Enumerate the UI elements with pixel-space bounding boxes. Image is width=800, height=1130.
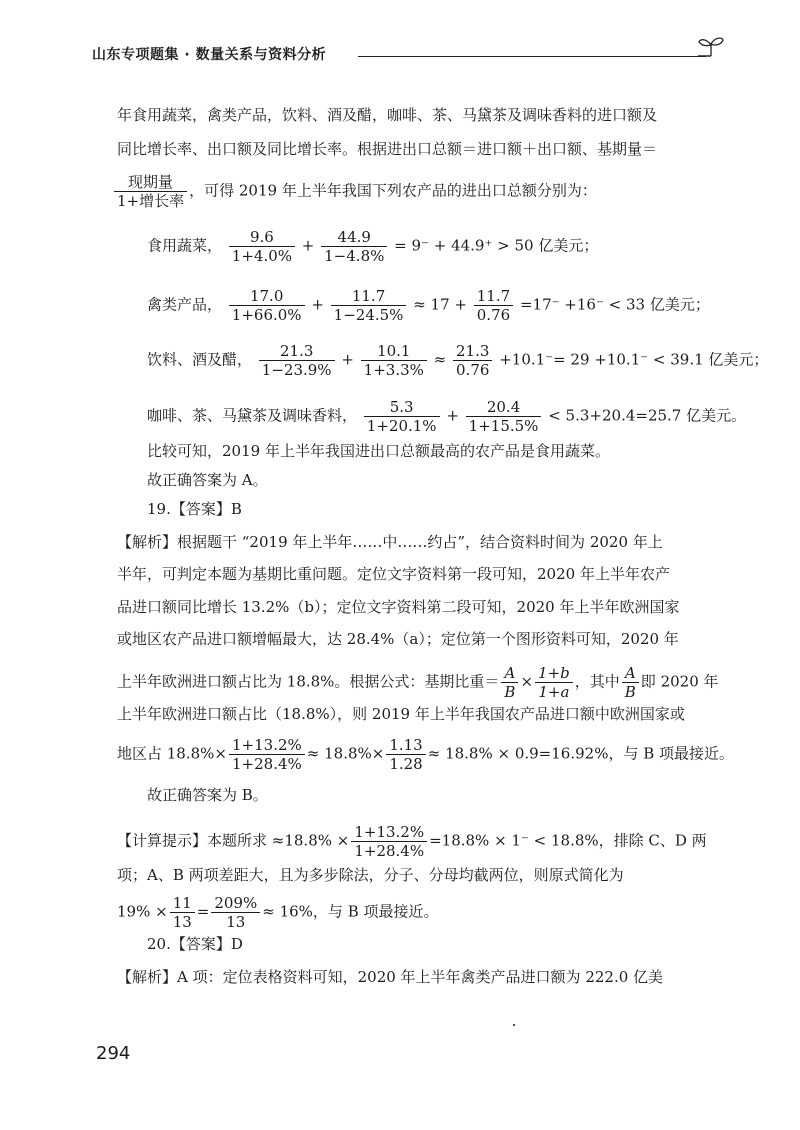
fraction: $\frac{\text{现期量}}{\text{1+增长率}}$ — [114, 173, 187, 210]
answer-line: 故正确答案为 B。 — [147, 786, 268, 804]
paragraph-line: 半年，可判定本题为基期比重问题。定位文字资料第一段可知，2020 年上半年农产 — [117, 565, 670, 583]
formula-vegetables: 食用蔬菜， $\frac{9.6}{1+4.0\%}$ + $\frac{44.9}{1-4.8\%}$ = 9⁻ + 44.9⁺ > 50 亿美元； — [147, 228, 599, 265]
paragraph-line: 上半年欧洲进口额占比（18.8%），则 2019 年上半年我国农产品进口额中欧洲国家或 — [117, 705, 685, 723]
paragraph-line: 同比增长率、出口额及同比增长率。根据进出口总额＝进口额＋出口额、基期量＝ — [117, 140, 658, 158]
paragraph-line: 比较可知，2019 年上半年我国进出口总额最高的农产品是食用蔬菜。 — [147, 442, 610, 460]
calc-tip-formula: 19% × $\frac{11}{13}$ = $\frac{209\%}{13}$ ≈ 16%，与 B 项最接近。 — [117, 894, 439, 931]
scan-speck — [513, 1024, 515, 1026]
formula-poultry: 禽类产品， $\frac{17.0}{1+66.0\%}$ + $\frac{11.7}{1-24.5\%}$ ≈ 17 + $\frac{11.7}{0.76}$ =17⁻ +16⁻ < 33 亿美元； — [147, 287, 710, 324]
paragraph-line-formula: 上半年欧洲进口额占比为 18.8%。根据公式：基期比重＝ $\frac{A}{B}$ × $\frac{1+b}{1+a}$ ，其中 $\frac{A}{B}$ 即 2020 年 — [117, 664, 719, 701]
page-number: 294 — [96, 1043, 131, 1064]
formula-coffee: 咖啡、茶、马黛茶及调味香料， $\frac{5.3}{1+20.1\%}$ + $\frac{20.4}{1+15.5\%}$ < 5.3+20.4=25.7 亿美元。 — [147, 398, 747, 435]
answer-line: 故正确答案为 A。 — [147, 471, 268, 489]
paragraph-line: $\frac{\text{现期量}}{\text{1+增长率}}$ ，可得 2019 年上半年我国下列农产品的进出口总额分别为： — [112, 173, 597, 210]
running-header-title: 山东专项题集 · 数量关系与资料分析 — [92, 47, 327, 63]
paragraph-line: 品进口额同比增长 13.2%（b）；定位文字资料第二段可知，2020 年上半年欧洲国家 — [117, 598, 680, 616]
question-19-answer: 19.【答案】B — [147, 500, 242, 518]
paragraph-line: 【解析】A 项：定位表格资料可知，2020 年上半年禽类产品进口额为 222.0 亿美 — [117, 968, 664, 986]
formula-beverages: 饮料、酒及醋， $\frac{21.3}{1-23.9\%}$ + $\frac{10.1}{1+3.3\%}$ ≈ $\frac{21.3}{0.76}$ +10.1⁻= 29 +10.1⁻ < 39.1 亿美元； — [147, 342, 769, 379]
paragraph-line: 【解析】根据题干 “2019 年上半年……中……约占”，结合资料时间为 2020 年上 — [117, 533, 663, 551]
paragraph-line: 项；A、B 两项差距大，且为多步除法，分子、分母均截两位，则原式简化为 — [117, 866, 624, 884]
paragraph-line-formula: 地区占 18.8%× $\frac{1+13.2\%}{1+28.4\%}$ ≈ 18.8%× $\frac{1.13}{1.28}$ ≈ 18.8% × 0.9=16.92%，与 B 项最接近。 — [117, 736, 735, 773]
paragraph-line: 或地区农产品进口额增幅最大，达 28.4%（a）；定位第一个图形资料可知，2020 年 — [117, 630, 679, 648]
calc-tip-line: 【计算提示】本题所求 ≈18.8% × $\frac{1+13.2\%}{1+28.4\%}$ =18.8% × 1⁻ < 18.8%，排除 C、D 两 — [117, 823, 707, 860]
question-20-answer: 20.【答案】D — [147, 935, 243, 953]
paragraph-line: 年食用蔬菜，禽类产品，饮料、酒及醋，咖啡、茶、马黛茶及调味香料的进口额及 — [117, 106, 658, 124]
